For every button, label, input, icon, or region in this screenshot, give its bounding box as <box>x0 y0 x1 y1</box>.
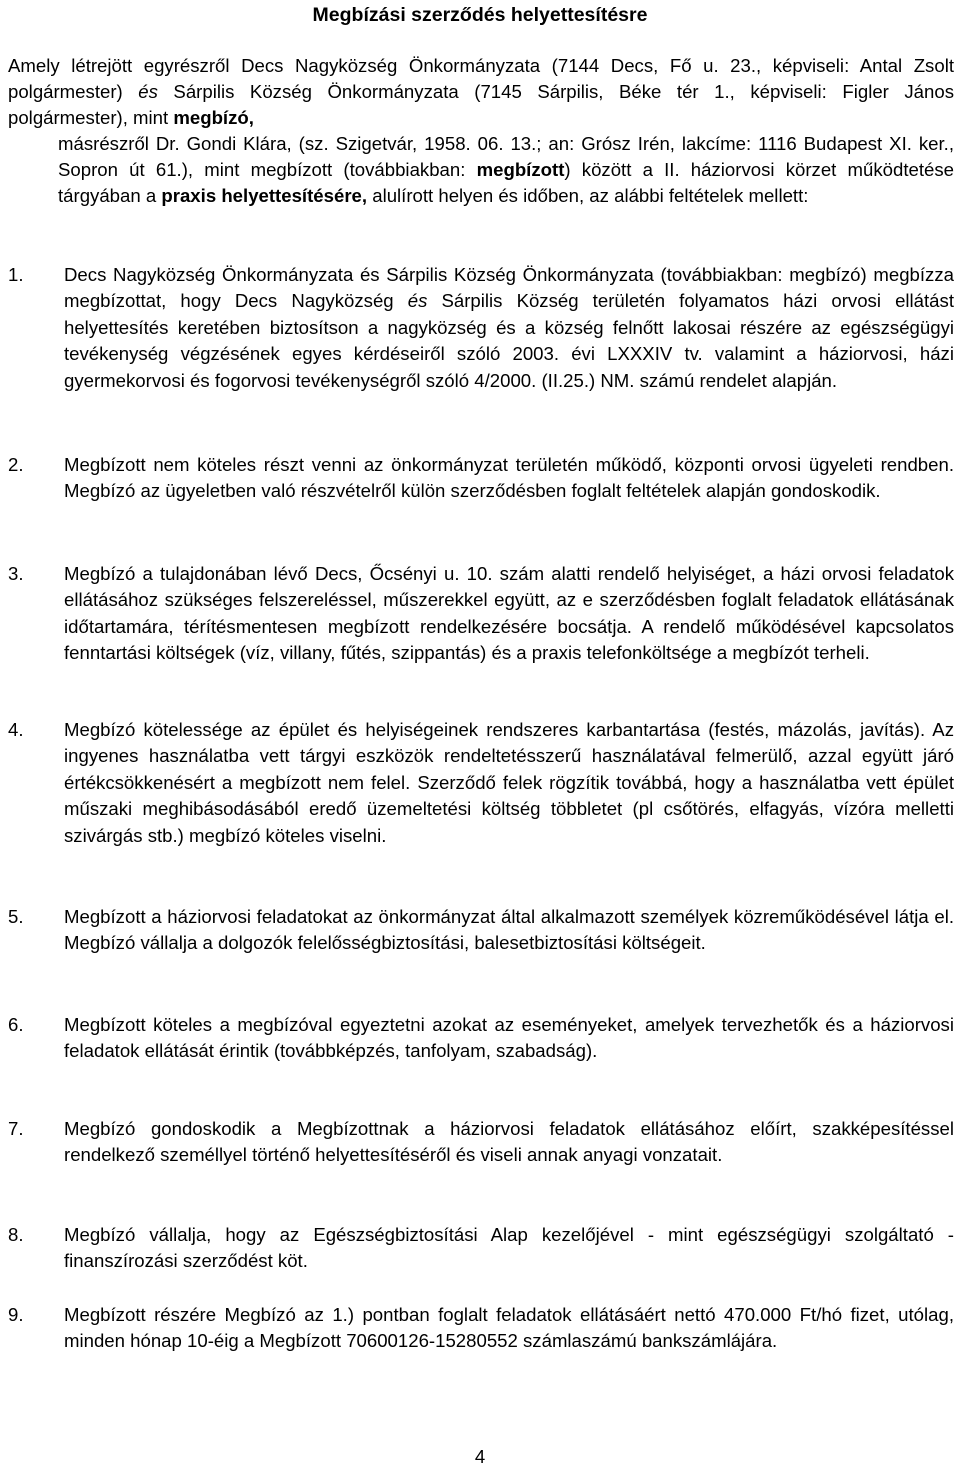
intro-text-4: ) között a II. háziorvosi körzet működtetése tárgyában a <box>58 159 954 206</box>
document-title: Megbízási szerződés helyettesítésre <box>312 4 648 26</box>
clause-1-text-a: Decs Nagyközség Önkormányzata és Sárpilis Község Önkormányzata (továbbiakban: megbízó) megbízza megbízottat, hogy Decs Nagyközség <box>64 264 954 312</box>
intro-text-3: másrészről Dr. Gondi Klára, (sz. Szigetvár, 1958. 06. 13.; an: Grósz Irén, lakcíme: 1116 Budapest XI. ker., Sopron út 61.), mint megbízott (továbbiakban: <box>58 133 954 180</box>
intro-and-italic: és <box>138 81 158 102</box>
clause-number: 3. <box>8 563 24 584</box>
clause-number: 8. <box>8 1224 24 1245</box>
clause-number: 4. <box>8 719 24 740</box>
clause-number: 5. <box>8 906 24 927</box>
clause-9 <box>8 1302 954 1355</box>
page-number: 4 <box>474 1446 486 1467</box>
intro-praxis-bold: praxis helyettesítésére, <box>161 185 368 206</box>
clause-body: Megbízott köteles a megbízóval egyeztetni azokat az eseményeket, amelyek tervezhetők és a háziorvosi feladatok ellátását érintik (továbbképzés, tanfolyam, szabadság). <box>64 1014 954 1062</box>
clause-body: Megbízó vállalja, hogy az Egészségbiztosítási Alap kezelőjével - mint egészségügyi szolgáltató - finanszírozási szerződést köt. <box>64 1224 954 1272</box>
intro-megbizott-bold: megbízott <box>476 159 565 180</box>
clause-body: Megbízó kötelessége az épület és helyiségeinek rendszeres karbantartása (festés, mázolás, javítás). Az ingyenes használatba vett tárgyi eszközök rendeltetésszerű használatával felmerülő, azzal együtt járó értékcsökkenésért a megbízott nem felel. Szerződő felek rögzítik továbbá, hogy a használatba vett épület műszaki meghibásodásából eredő üzemeltetési költség többletet (pl csőtörés, elfagyás, vízóra melletti szivárgás stb.) megbízó köteles viselni. <box>64 719 954 846</box>
clause-body <box>64 262 954 394</box>
clause-8 <box>8 1222 954 1275</box>
clause-1-text-b: Sárpilis Község területén folyamatos házi orvosi ellátást helyettesítés keretében biztosítson a nagyközség és a község felnőtt lakosai részére az egészségügyi tevékenység végzésének egyes kérdéseiről szóló 2003. évi LXXXIV tv. valamint a háziorvosi, házi gyermekorvosi és fogorvosi tevékenységről szóló 4/2000. (II.25.) NM. számú rendelet alapján. <box>64 290 954 391</box>
intro-megbizo-bold: megbízó, <box>173 107 254 128</box>
clause-number: 9. <box>8 1304 24 1325</box>
clause-number: 6. <box>8 1014 24 1035</box>
clause-body: Megbízott részére Megbízó az 1.) pontban foglalt feladatok ellátásáért nettó 470.000 Ft/hó fizet, utólag, minden hónap 10-éig a Megbízott 70600126-15280552 számlaszámú bankszámlájára. <box>64 1304 954 1352</box>
intro-text-2: Sárpilis Község Önkormányzata (7145 Sárpilis, Béke tér 1., képviseli: Figler János polgármester), mint <box>8 81 955 128</box>
intro-text-5: alulírott helyen és időben, az alábbi feltételek mellett: <box>367 185 809 206</box>
clause-body: Megbízott a háziorvosi feladatokat az önkormányzat által alkalmazott személyek közreműködésével látja el. Megbízó vállalja a dolgozók felelősségbiztosítási, balesetbiztosítási költségeit. <box>64 906 954 954</box>
clause-body: Megbízó gondoskodik a Megbízottnak a háziorvosi feladatok ellátásához előírt, szakképesítéssel rendelkező személlyel történő helyettesítéséről és viseli annak anyagi vonzatait. <box>64 1118 954 1166</box>
clause-number: 1. <box>8 264 24 285</box>
clause-6 <box>8 1012 954 1065</box>
clause-number: 2. <box>8 454 24 475</box>
clause-body: Megbízott nem köteles részt venni az önkormányzat területén működő, központi orvosi ügyeleti rendben. Megbízó az ügyeletben való részvételről külön szerződésben foglalt feltételek alapján gondoskodik. <box>64 454 954 502</box>
clause-7 <box>8 1116 954 1169</box>
clause-3 <box>8 561 954 667</box>
clause-4 <box>8 717 954 849</box>
clause-body: Megbízó a tulajdonában lévő Decs, Őcsényi u. 10. szám alatti rendelő helyiséget, a házi orvosi feladatok ellátásához szükséges felszereléssel, műszerekkel együtt, az e szerződésben foglalt feladatok ellátásának időtartamára, térítésmentesen megbízott rendelkezésére bocsátja. A rendelő működésével kapcsolatos fenntartási költségek (víz, villany, fűtés, szippantás) és a praxis telefonköltsége a megbízót terheli. <box>64 563 954 664</box>
clause-5 <box>8 904 954 957</box>
intro-text-1: Amely létrejött egyrészről Decs Nagyközség Önkormányzata (7144 Decs, Fő u. 23., képviseli: Antal Zsolt polgármester) <box>8 55 954 102</box>
clause-number: 7. <box>8 1118 24 1139</box>
intro-paragraph <box>8 53 954 209</box>
intro-indented-part <box>8 131 954 209</box>
clause-1-italic-and: és <box>407 290 428 312</box>
clause-1 <box>8 262 954 394</box>
clause-2 <box>8 452 954 505</box>
